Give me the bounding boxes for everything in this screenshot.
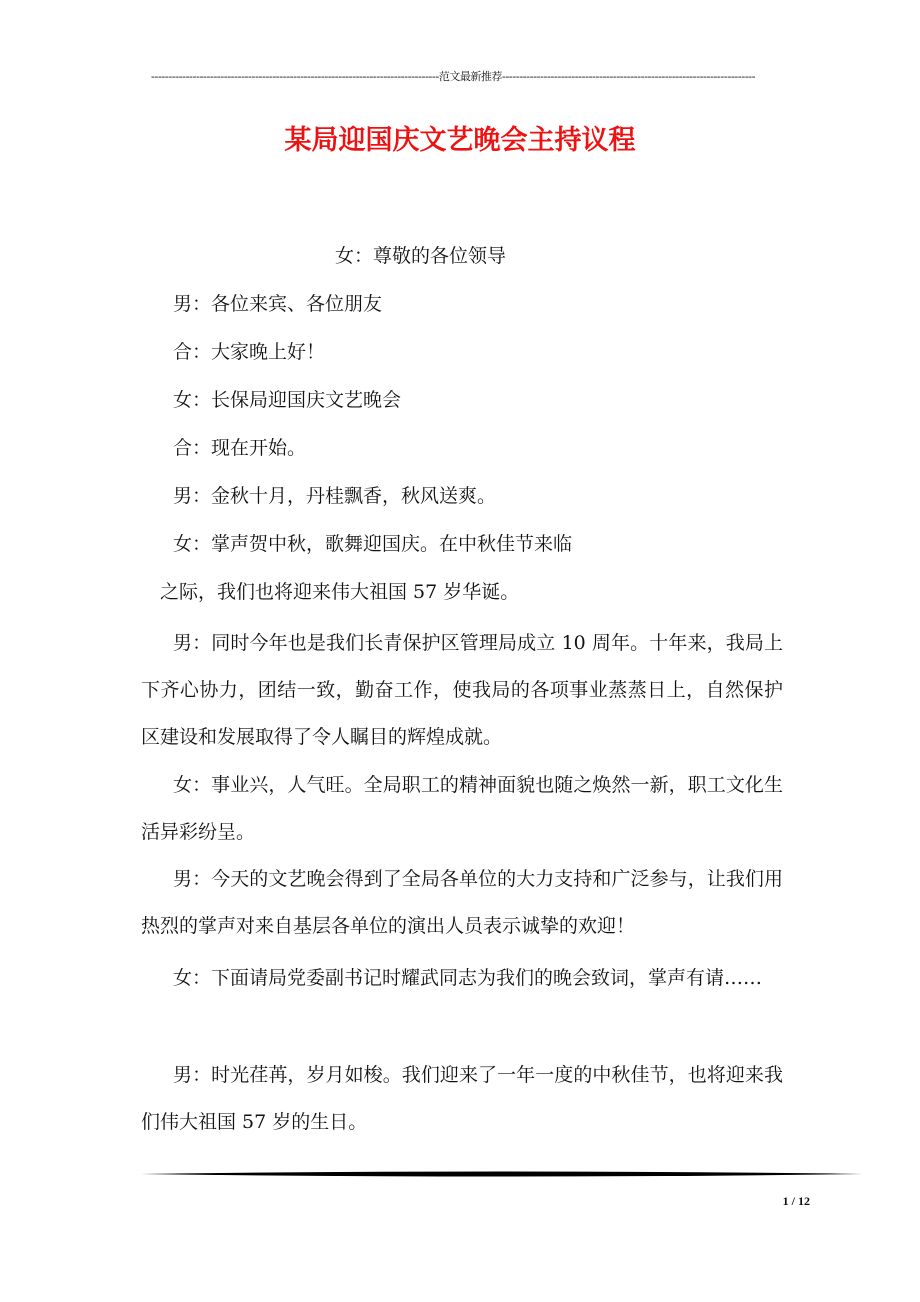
line-applause: 女：掌声贺中秋，歌舞迎国庆。在中秋佳节来临 [173, 533, 573, 555]
page-number: 1 / 12 [782, 1194, 810, 1208]
paragraph-welcome: 男：今天的文艺晚会得到了全局各单位的大力支持和广泛参与，让我们用热烈的掌声对来自基层各单位的演出人员表示诚挚的欢迎！ [141, 868, 783, 937]
paragraph-ten-years: 男：同时今年也是我们长青保护区管理局成立 10 周年。十年来，我局上下齐心协力，团结一致，勤奋工作，使我局的各项事业蒸蒸日上，自然保护区建设和发展取得了令人瞩目的辉煌成就。 [141, 632, 783, 748]
paragraph-time: 男：时光荏苒，岁月如梭。我们迎来了一年一度的中秋佳节，也将迎来我们伟大祖国 57 岁的生日。 [141, 1064, 783, 1133]
paragraph-staff: 女：事业兴，人气旺。全局职工的精神面貌也随之焕然一新，职工文化生活异彩纷呈。 [141, 774, 783, 843]
line-autumn: 男：金秋十月，丹桂飘香，秋风送爽。 [173, 485, 497, 507]
line-event-name: 女：长保局迎国庆文艺晚会 [173, 389, 402, 411]
line-greeting-male: 男：各位来宾、各位朋友 [173, 293, 383, 315]
header-label: 范文最新推荐 [438, 70, 502, 83]
footer-rule [141, 1170, 863, 1178]
document-title: 某局迎国庆文艺晚会主持议程 [284, 125, 636, 156]
header-dashes-left: ----------------------------------------------------------------------------------- [150, 70, 439, 83]
line-start: 合：现在开始。 [173, 437, 307, 459]
page-header [138, 68, 768, 84]
paragraph-speech: 女：下面请局党委副书记时耀武同志为我们的晚会致词，掌声有请…… [173, 967, 763, 989]
line-greeting-female: 女：尊敬的各位领导 [335, 245, 507, 267]
header-dashes-right: ------------------------------------------------------------------------- [501, 70, 756, 83]
line-together-greeting: 合：大家晚上好！ [173, 341, 326, 363]
line-anniversary: 之际，我们也将迎来伟大祖国 57 岁华诞。 [160, 581, 520, 603]
